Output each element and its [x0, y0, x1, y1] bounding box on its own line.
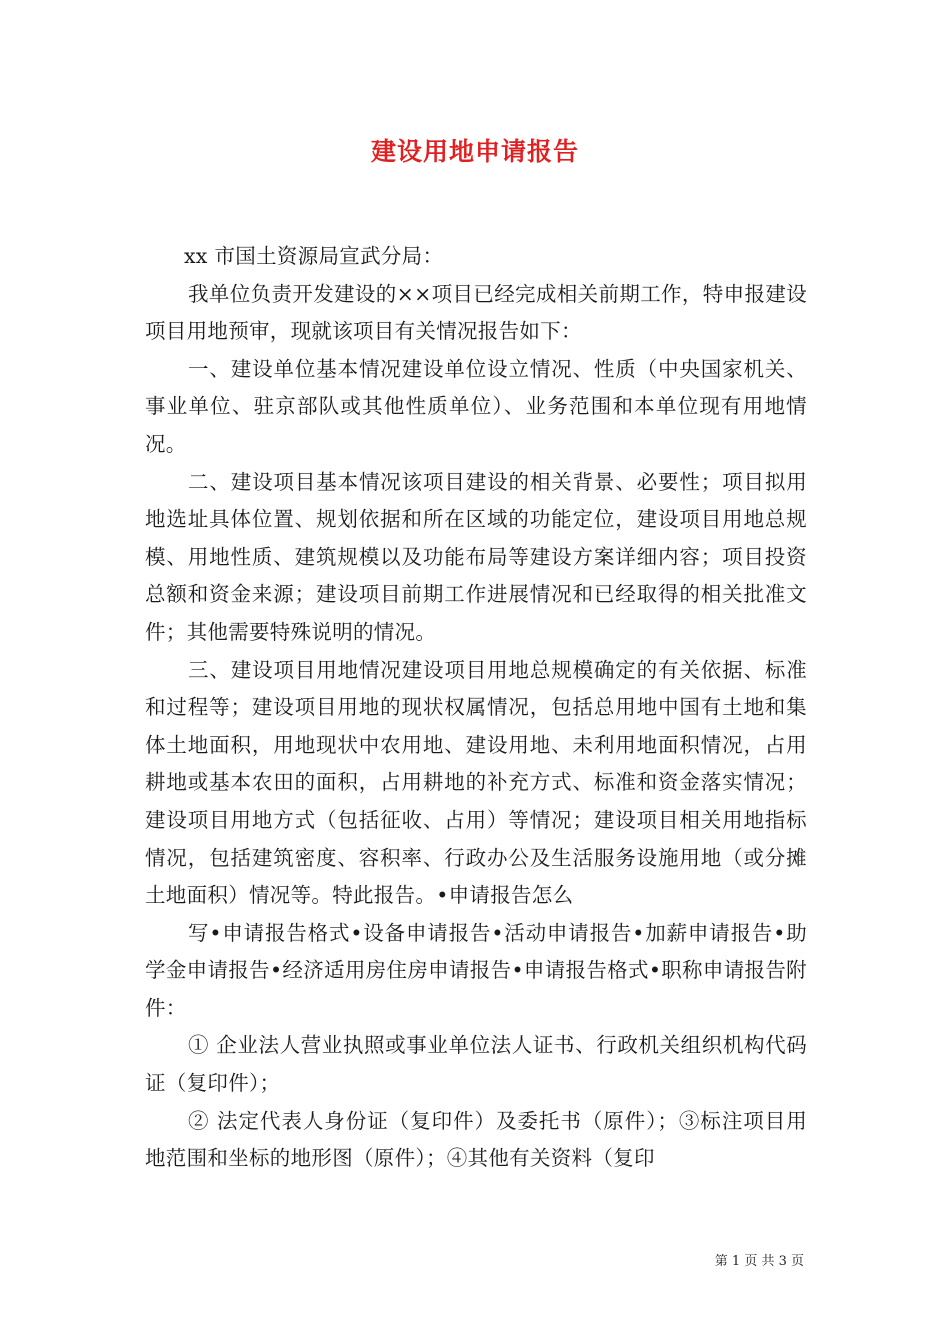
- paragraph-attachment-2: ② 法定代表人身份证（复印件）及委托书（原件）；③标注项目用地范围和坐标的地形图（原件）；④其他有关资料（复印: [145, 1108, 807, 1171]
- paragraph-section-2: 二、建设项目基本情况该项目建设的相关背景、必要性；项目拟用地选址具体位置、规划依据和所在区域的功能定位，建设项目用地总规模、用地性质、建筑规模以及功能布局等建设方案详细内容；项目投资总额和资金来源；建设项目前期工作进展情况和已经取得的相关批准文件；其他需要特殊说明的情况。: [145, 469, 807, 644]
- paragraph-attachment-1: ① 企业法人营业执照或事业单位法人证书、行政机关组织机构代码证（复印件）；: [145, 1033, 807, 1096]
- document-body: [145, 238, 807, 1178]
- paragraph-section-3: 三、建设项目用地情况建设项目用地总规模确定的有关依据、标准和过程等；建设项目用地的现状权属情况，包括总用地中国有土地和集体土地面积，用地现状中农用地、建设用地、未利用地面积情况，占用耕地或基本农田的面积，占用耕地的补充方式、标准和资金落实情况；建设项目用地方式（包括征收、占用）等情况；建设项目相关用地指标情况，包括建筑密度、容积率、行政办公及生活服务设施用地（或分摊土地面积）情况等。特此报告。•申请报告怎么: [145, 657, 807, 908]
- page-number: 第 1 页 共 3 页: [714, 1254, 804, 1269]
- paragraph-section-1: 一、建设单位基本情况建设单位设立情况、性质（中央国家机关、事业单位、驻京部队或其他性质单位）、业务范围和本单位现有用地情况。: [145, 356, 807, 456]
- salutation: xx 市国土资源局宣武分局：: [183, 244, 444, 268]
- paragraph-related-links: 写•申请报告格式•设备申请报告•活动申请报告•加薪申请报告•助学金申请报告•经济适用房住房申请报告•申请报告格式•职称申请报告附件：: [145, 920, 807, 1020]
- document-title: 建设用地申请报告: [370, 137, 579, 166]
- paragraph-intro: 我单位负责开发建设的××项目已经完成相关前期工作，特申报建设项目用地预审，现就该项目有关情况报告如下：: [145, 281, 807, 344]
